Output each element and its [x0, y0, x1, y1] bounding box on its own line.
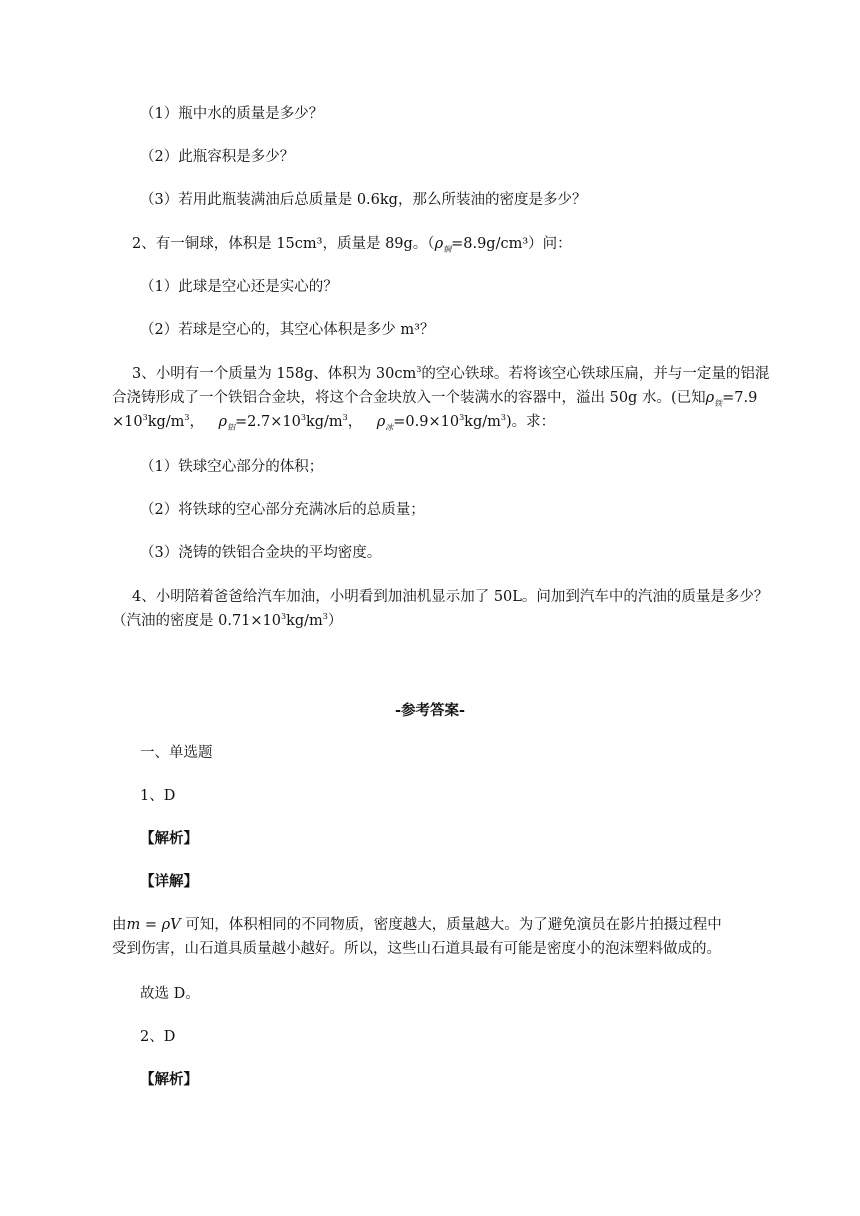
- answers-title: -参考答案-: [394, 702, 466, 719]
- q4-stem-line2: （汽油的密度是 $0.71\times 10^3kg/m^3$）: [112, 612, 343, 629]
- answer-2: 2、D: [140, 1029, 176, 1045]
- q3-sub2: （2）将铁球的空心部分充满冰后的总质量；: [140, 502, 425, 518]
- q3-stem-line3: $\times 10^3kg/m^3$， $\rho_铝=2.7\times 10^3kg/m^3$， $\rho_冰=0.9\times 10^3kg/m^3$)。求：: [112, 413, 556, 432]
- answer-1-detail-line1: 由m = ρV 可知，体积相同的不同物质，密度越大，质量越大。为了避免演员在影片拍摄过程中: [112, 917, 722, 933]
- answer-2-analysis-label: 【解析】: [140, 1071, 198, 1088]
- answer-1-analysis-label: 【解析】: [140, 830, 198, 847]
- density-formula: m = ρV: [126, 917, 181, 933]
- q1-sub2: （2）此瓶容积是多少？: [140, 149, 295, 165]
- answer-1: 1、D: [140, 788, 176, 804]
- q2-sub1: （1）此球是空心还是实心的？: [140, 279, 338, 295]
- q3-stem-line1: 3、小明有一个质量为 158g、体积为 $30cm^3$的空心铁球。若将该空心铁球压扁，并与一定量的铝混: [132, 365, 770, 382]
- q2-sub2: （2）若球是空心的，其空心体积是多少 m³？: [140, 322, 435, 338]
- q3-sub3: （3）浇铸的铁铝合金块的平均密度。: [140, 545, 382, 561]
- q2-stem: 2、有一铜球，体积是 15cm³，质量是 89g。$(\rho_铜=8.9g/cm^3)$问：: [132, 236, 572, 254]
- q3-stem-line2: 合浇铸形成了一个铁铝合金块，将这个合金块放入一个装满水的容器中，溢出 50g 水。(已知$\rho_铁=7.9$: [112, 390, 758, 408]
- answer-1-conclusion: 故选 D。: [140, 986, 200, 1002]
- q4-stem-line1: 4、小明陪着爸爸给汽车加油，小明看到加油机显示加了 50L。问加到汽车中的汽油的质量是多少？: [132, 589, 769, 605]
- q3-sub1: （1）铁球空心部分的体积；: [140, 459, 324, 475]
- answer-1-detail-line2: 受到伤害，山石道具质量越小越好。所以，这些山石道具最有可能是密度小的泡沫塑料做成的。: [112, 941, 721, 957]
- q1-sub3: （3）若用此瓶装满油后总质量是 0.6kg，那么所装油的密度是多少？: [140, 192, 587, 208]
- answers-section-heading: 一、单选题: [140, 745, 213, 761]
- q1-sub1: （1）瓶中水的质量是多少？: [140, 106, 324, 122]
- answer-1-detail-label: 【详解】: [140, 873, 198, 890]
